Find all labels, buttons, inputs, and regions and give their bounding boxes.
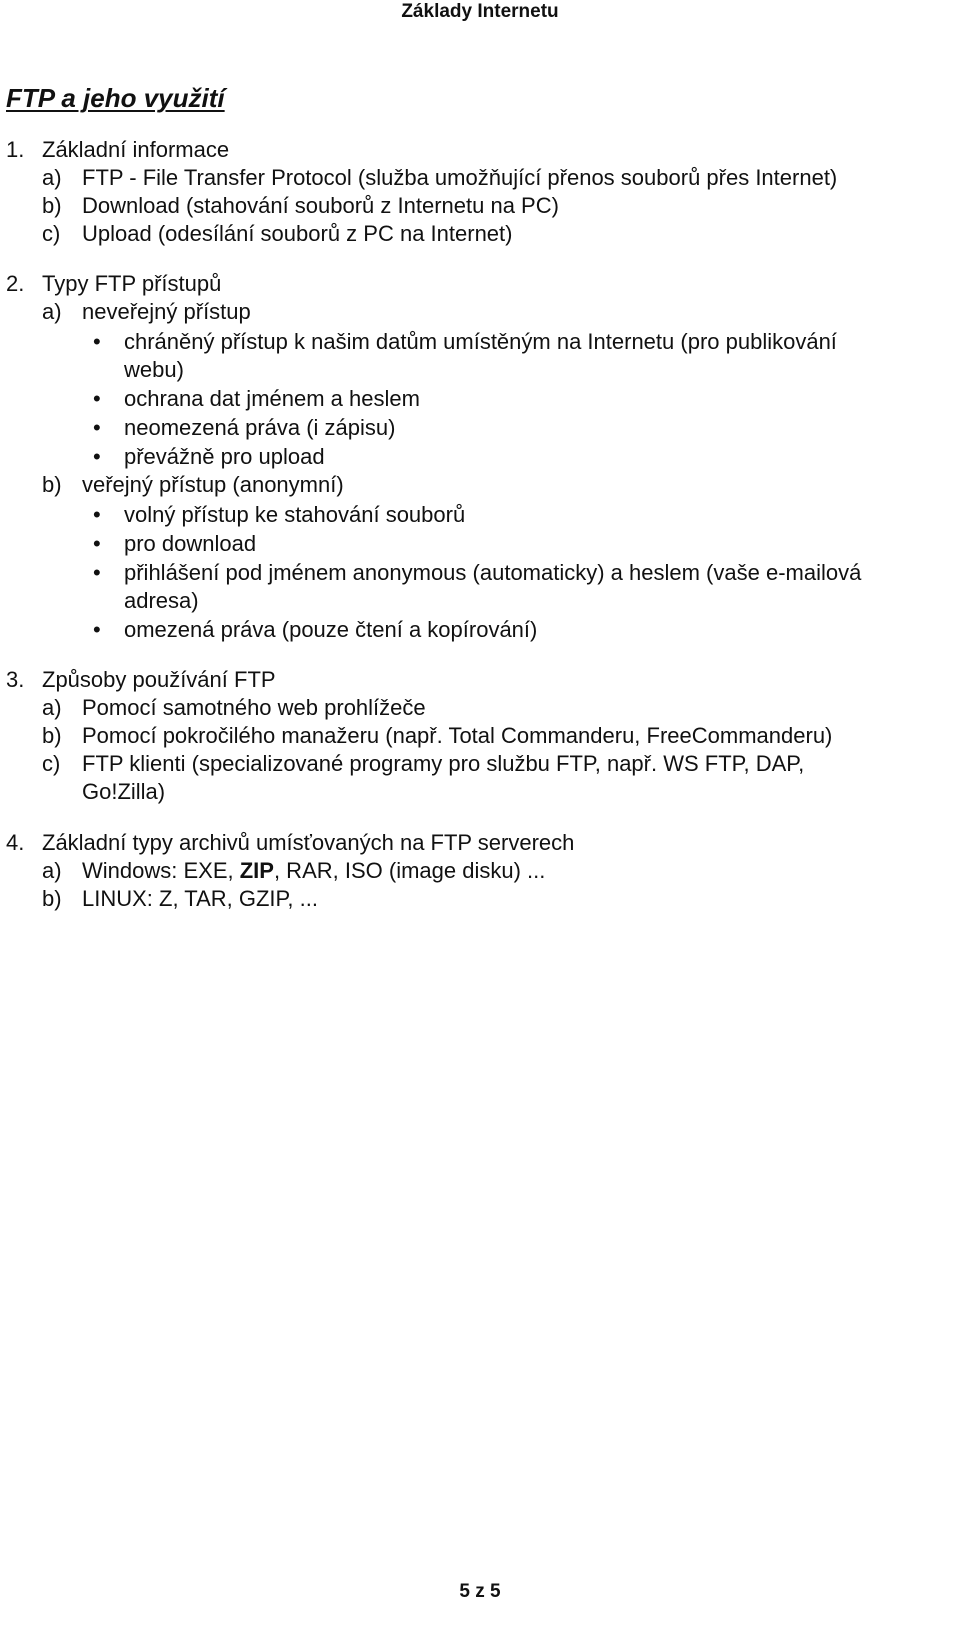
- list-item-text: Download (stahování souborů z Internetu na PC): [82, 193, 559, 218]
- list-item-letter: a): [42, 299, 62, 324]
- document-title: FTP a jeho využití: [6, 83, 225, 113]
- bullet-icon: •: [93, 444, 101, 469]
- list-item-text-post: , RAR, ISO (image disku) ...: [273, 858, 546, 883]
- list-item-text-pre: Windows: EXE,: [82, 858, 240, 883]
- bullet-text: adresa): [124, 588, 199, 613]
- list-item-letter: a): [42, 858, 62, 883]
- bullet-icon: •: [93, 386, 101, 411]
- bullet-text: převážně pro upload: [124, 444, 325, 469]
- list-item-text: Pomocí samotného web prohlížeče: [82, 695, 426, 720]
- bullet-text: přihlášení pod jménem anonymous (automaticky) a heslem (vaše e-mailová: [124, 560, 862, 585]
- list-item-text: Pomocí pokročilého manažeru (např. Total Commanderu, FreeCommanderu): [82, 723, 833, 748]
- section-2-number: 2.: [6, 271, 25, 296]
- list-item-letter: b): [42, 723, 62, 748]
- section-4-number: 4.: [6, 830, 25, 855]
- bullet-icon: •: [93, 617, 101, 642]
- section-3-number: 3.: [6, 667, 25, 692]
- page-header: Základy Internetu: [401, 1, 559, 22]
- list-item-letter: c): [42, 751, 61, 776]
- section-4-heading: Základní typy archivů umísťovaných na FTP serverech: [42, 830, 575, 855]
- list-item-letter: a): [42, 695, 62, 720]
- bullet-text: volný přístup ke stahování souborů: [124, 502, 466, 527]
- bullet-icon: •: [93, 560, 101, 585]
- section-2-heading: Typy FTP přístupů: [42, 271, 222, 296]
- bullet-text: neomezená práva (i zápisu): [124, 415, 396, 440]
- bullet-icon: •: [93, 502, 101, 527]
- list-item-letter: a): [42, 165, 62, 190]
- list-item-letter: b): [42, 193, 62, 218]
- bullet-text: webu): [124, 357, 184, 382]
- list-item-text: neveřejný přístup: [82, 299, 251, 324]
- list-item-text: veřejný přístup (anonymní): [82, 472, 344, 497]
- list-item-text: FTP - File Transfer Protocol (služba umožňující přenos souborů přes Internet): [82, 165, 838, 190]
- bullet-text: pro download: [124, 531, 257, 556]
- list-item-letter: c): [42, 221, 61, 246]
- bullet-icon: •: [93, 329, 101, 354]
- bullet-text: omezená práva (pouze čtení a kopírování): [124, 617, 538, 642]
- list-item-text: [82, 857, 545, 885]
- list-item-text: Upload (odesílání souborů z PC na Internet): [82, 221, 513, 246]
- bullet-text: chráněný přístup k našim datům umístěným na Internetu (pro publikování: [124, 329, 837, 354]
- section-3-heading: Způsoby používání FTP: [42, 667, 276, 692]
- list-item-text: Go!Zilla): [82, 779, 166, 804]
- list-item-letter: b): [42, 886, 62, 911]
- page-number: 5 z 5: [459, 1581, 501, 1602]
- list-item-text: FTP klienti (specializované programy pro službu FTP, např. WS FTP, DAP,: [82, 751, 805, 776]
- section-1-number: 1.: [6, 137, 25, 162]
- bullet-text: ochrana dat jménem a heslem: [124, 386, 420, 411]
- list-item-text-bold: ZIP: [239, 858, 274, 883]
- bullet-icon: •: [93, 531, 101, 556]
- bullet-icon: •: [93, 415, 101, 440]
- list-item-text: LINUX: Z, TAR, GZIP, ...: [82, 886, 318, 911]
- list-item-letter: b): [42, 472, 62, 497]
- section-1-heading: Základní informace: [42, 137, 230, 162]
